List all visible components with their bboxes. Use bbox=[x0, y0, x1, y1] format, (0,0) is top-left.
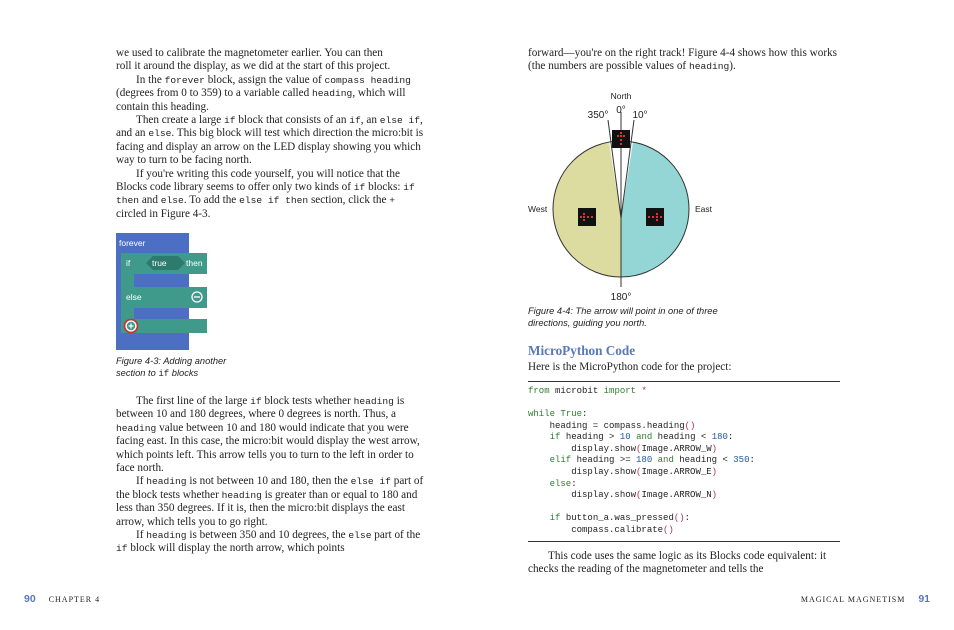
right-page bbox=[477, 0, 954, 630]
figure-4-4-caption: Figure 4-4: The arrow will point in one of three directions, guiding you north. bbox=[528, 305, 718, 328]
chapter-label: CHAPTER 4 bbox=[48, 595, 101, 604]
code-block: from microbit import * while True: heading = compass.heading() if heading > 10 and heading < 180: display.show(Image.ARROW_W) elif heading >= 180 and heading < 350: display.show(Image.ARROW_E) else: display.show(Image.ARROW_N) if button_a.was_pressed(): compass.calibrate() bbox=[528, 385, 755, 535]
right-footer bbox=[801, 593, 930, 605]
true-label: true bbox=[152, 258, 167, 269]
paragraph-else-if: If heading is not between 10 and 180, then the else if part of the block tests whether heading is greater than or equal to 180 and less than 350 degrees. If it is, then the micro:bit displays the east arrow, which tells you to go right. bbox=[116, 475, 424, 528]
page-number: 90 bbox=[24, 593, 36, 605]
paragraph-blocks-library: If you're writing this code yourself, you will notice that the Blocks code library seems to offer only two kinds of if blocks: if then and else. To add the else if then section, click the + circled in Figure 4-3. bbox=[116, 167, 415, 220]
east-arrow-led bbox=[646, 208, 664, 226]
else-label: else bbox=[126, 292, 142, 303]
code-intro: Here is the MicroPython code for the project: bbox=[528, 361, 732, 374]
code-line: microbit bbox=[555, 385, 599, 396]
west-label: West bbox=[528, 203, 548, 214]
chapter-title: MAGICAL MAGNETISM bbox=[800, 595, 906, 604]
north-arrow-led bbox=[612, 130, 630, 148]
section-heading: MicroPython Code bbox=[528, 343, 636, 359]
right-text-column bbox=[528, 47, 840, 576]
forever-label: forever bbox=[119, 238, 146, 249]
east-label: East bbox=[695, 203, 713, 214]
paragraph-after-code: This code uses the same logic as its Blocks code equivalent: it checks the reading of the magnetometer and tells the bbox=[528, 549, 827, 575]
page-number: 91 bbox=[918, 593, 930, 605]
compass-diagram bbox=[528, 82, 728, 302]
figure-4-4-compass bbox=[528, 82, 728, 302]
code-listing bbox=[528, 381, 840, 542]
paragraph-else: If heading is between 350 and 10 degrees, the else part of the if block will display the north arrow, which points bbox=[116, 528, 421, 555]
label-350: 350° bbox=[587, 109, 609, 121]
paragraph-continuation bbox=[116, 47, 428, 74]
text-line: we used to calibrate the magnetometer earlier. You can then bbox=[116, 47, 383, 59]
figure-4-3-blocks bbox=[116, 233, 211, 350]
label-10: 10° bbox=[632, 109, 648, 121]
paragraph-first-line: The first line of the large if block tests whether heading is between 10 and 180 degrees, where 0 degrees is north. Thus, a heading value between 10 and 180 would indicate that you were facing east. In this case, the micro:bit would display the west arrow, which points left. This arrow tells you to turn to the left in order to face north. bbox=[116, 394, 420, 474]
west-arrow-led bbox=[578, 208, 596, 226]
then-label: then bbox=[186, 258, 203, 269]
figure-4-3-caption: Figure 4-3: Adding another section to if blocks bbox=[116, 356, 227, 380]
text-line: roll it around the display, as we did at the start of this project. bbox=[116, 60, 391, 73]
label-0: 0° bbox=[616, 104, 626, 116]
label-180: 180° bbox=[610, 291, 632, 302]
paragraph-forever-block: In the forever block, assign the value of compass heading (degrees from 0 to 359) to a variable called heading, which will contain this heading. bbox=[116, 73, 411, 113]
north-label: North bbox=[610, 90, 632, 101]
paragraph-continuation: forward—you're on the right track! Figure 4-4 shows how this works (the numbers are possible values of heading). bbox=[528, 47, 837, 73]
left-text-column bbox=[116, 47, 428, 556]
paragraph-if-block: Then create a large if block that consists of an if, an else if, and an else. This big block will test which direction the micro:bit is facing and display an arrow on the LED display showing you which way to turn to be facing north. bbox=[116, 114, 424, 167]
left-footer bbox=[24, 593, 100, 605]
if-label: if bbox=[126, 258, 131, 269]
